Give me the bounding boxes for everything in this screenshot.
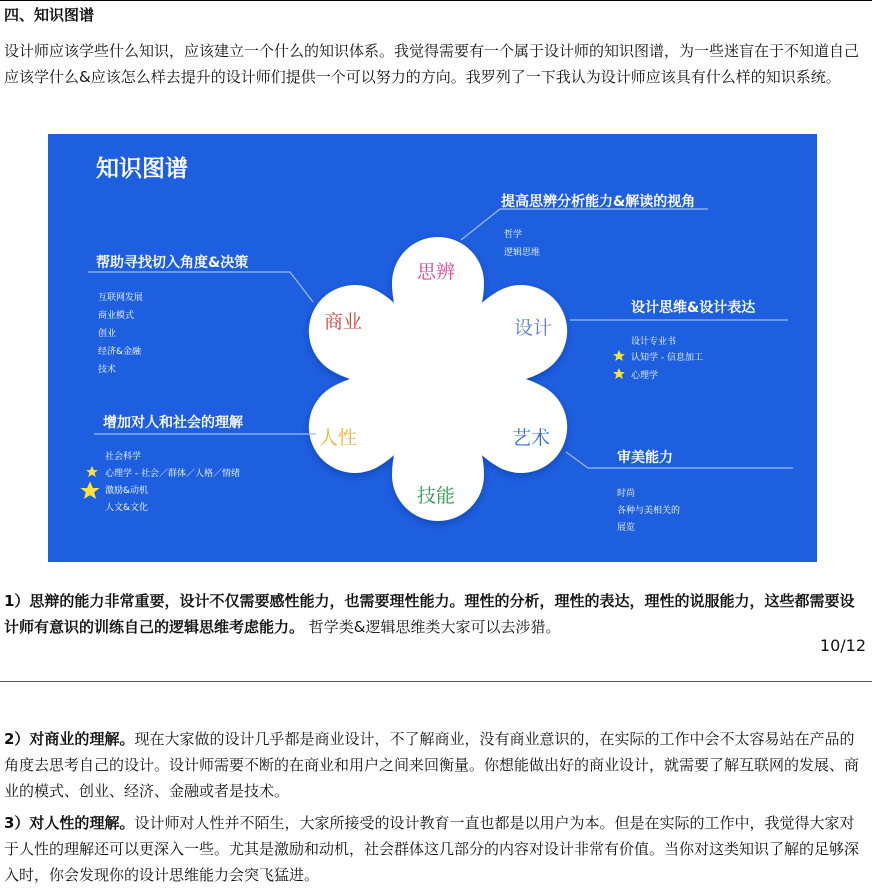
connector-art — [566, 452, 793, 468]
callout-business-heading: 帮助寻找切入角度&决策 — [96, 255, 249, 271]
petal-label-skill: 技能 — [416, 485, 456, 507]
star-icon — [613, 350, 625, 361]
star-icon — [86, 466, 98, 477]
petal-label-design: 设计 — [513, 317, 553, 339]
callout-art-item: 展览 — [617, 523, 636, 533]
callout-design-item: 心理学 — [631, 371, 659, 381]
intro-paragraph: 设计师应该学些什么知识，应该建立一个什么的知识体系。我觉得需要有一个属于设计师的知识图谱，为一些迷盲在于不知道自己应该学什么&应该怎么样去提升的设计师们提供一个可以努力的方向。我罗列了一下我认为设计师应该具有什么样的知识系统。 — [4, 42, 860, 86]
point1-text: 哲学类&逻辑思维类大家可以去涉猎。 — [304, 618, 561, 636]
callout-humanity-item: 激励&动机 — [105, 486, 149, 496]
callout-business-item: 商业模式 — [98, 311, 135, 321]
point3-text: 设计师对人性并不陌生，大家所接受的设计教育一直也都是以用户为本。但是在实际的工作中，我觉得大家对于人性的理解还可以更深入一些。尤其是激励和动机，社会群体这几部分的内容对设计非常有价值。当你对这类知识了解的足够深入时，你会发现你的设计思维能力会突飞猛进。 — [4, 814, 860, 884]
callout-think-heading: 提高思辨分析能力&解读的视角 — [501, 194, 696, 210]
callout-art-heading: 审美能力 — [617, 450, 673, 466]
callout-business-item: 经济&金融 — [98, 347, 142, 357]
point2-bold: 2）对商业的理解。 — [4, 730, 135, 748]
callout-humanity-item: 人文&文化 — [105, 503, 149, 513]
figure-title: 知识图谱 — [96, 156, 188, 182]
section-heading: 四、知识图谱 — [4, 6, 95, 24]
callout-think-item: 逻辑思维 — [504, 248, 541, 258]
connector-think — [461, 209, 708, 240]
star-icon — [80, 481, 99, 499]
point3-bold: 3）对人性的理解。 — [4, 814, 135, 832]
top-rule — [0, 0, 872, 1]
callout-art-item: 各种与美相关的 — [617, 506, 681, 516]
point3-paragraph — [4, 810, 864, 888]
point2-paragraph — [4, 726, 864, 804]
petal-label-art: 艺术 — [511, 427, 551, 449]
callout-design-item: 设计专业书 — [631, 337, 677, 347]
star-icon — [613, 368, 625, 379]
page-number: 10/12 — [819, 636, 866, 655]
callout-business-item: 创业 — [98, 329, 117, 339]
page-divider — [0, 681, 872, 682]
callout-design-heading: 设计思维&设计表达 — [631, 300, 756, 316]
callout-think-item: 哲学 — [504, 230, 523, 240]
callout-business-item: 技术 — [98, 365, 117, 375]
callout-humanity-item: 心理学 - 社会／群体／人格／情绪 — [105, 469, 240, 479]
callout-business-item: 互联网发展 — [98, 293, 144, 303]
point2-text: 现在大家做的设计几乎都是商业设计，不了解商业，没有商业意识的，在实际的工作中会不太容易站在产品的角度去思考自己的设计。设计师需要不断的在商业和用户之间来回衡量。你想能做出好的商业设计，就需要了解互联网的发展、商业的模式、创业、经济、金融或者是技术。 — [4, 730, 860, 800]
petal-label-humanity: 人性 — [318, 427, 358, 449]
callout-art-item: 时尚 — [617, 489, 636, 499]
point1-bold: 1）思辩的能力非常重要，设计不仅需要感性能力，也需要理性能力。理性的分析，理性的表达，理性的说服能力，这些都需要设计师有意识的训练自己的逻辑思维考虑能力。 — [4, 592, 855, 636]
petal-label-business: 商业 — [323, 311, 363, 333]
knowledge-map-figure — [48, 134, 817, 562]
point1-paragraph — [4, 588, 864, 640]
petal-label-think: 思辨 — [416, 261, 456, 283]
callout-design-item: 认知学 - 信息加工 — [631, 353, 703, 363]
callout-humanity-heading: 增加对人和社会的理解 — [103, 415, 243, 431]
callout-humanity-item: 社会科学 — [105, 452, 142, 462]
